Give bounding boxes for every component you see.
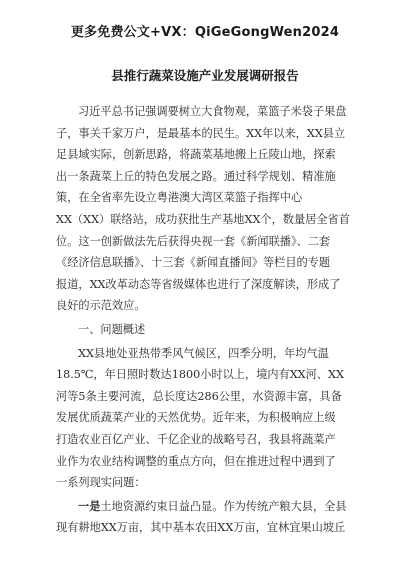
section-line: 业作为农业结构调整的重点方向，但在推进过程中遇到了 bbox=[56, 454, 336, 468]
section-line: 发展优质蔬菜产业的天然优势。近年来，为积极响应上级 bbox=[56, 411, 336, 425]
intro-line: 报道，XX改革动态等省级媒体也进行了深度解读，形成了 bbox=[56, 277, 341, 291]
intro-line: 足县域实际，创新思路，将蔬菜基地搬上丘陵山地，探索 bbox=[56, 148, 336, 162]
section-line: 打造农业百亿产业、千亿企业的战略号召，我县将蔬菜产 bbox=[56, 432, 336, 446]
intro-line: 出一条蔬菜上丘的特色发展之路。通过科学规划、精准施 bbox=[56, 169, 336, 183]
intro-line: 策，在全省率先设立粤港澳大湾区菜篮子指挥中心 bbox=[56, 191, 303, 205]
point-one-text: 土地资源约束日益凸显。作为传统产粮大县，全县 bbox=[100, 499, 347, 513]
section-line: XX县地处亚热带季风气候区，四季分明，年均气温 bbox=[78, 346, 329, 360]
section-line: 18.5℃，年日照时数达1800小时以上，境内有XX河、XX bbox=[56, 368, 344, 382]
document-body bbox=[56, 101, 366, 539]
section-heading: 一、问题概述 bbox=[78, 322, 146, 336]
final-line: 现有耕地XX万亩，其中基本农田XX万亩，宜林宜果山坡丘 bbox=[56, 521, 346, 535]
section-line: 河等5条主要河流，总长度达286公里，水资源丰富，具备 bbox=[56, 389, 342, 403]
promo-header: 更多免费公文+VX：QiGeGongWen2024 bbox=[70, 25, 340, 40]
intro-line: 良好的示范效应。 bbox=[56, 299, 146, 313]
intro-line: XX（XX）联络站，成功获批生产基地XX个，数量居全省首 bbox=[56, 212, 350, 226]
point-one-line bbox=[56, 496, 366, 518]
intro-line: 子，事关千家万户，是最基本的民生。XX年以来，XX县立 bbox=[56, 126, 346, 140]
intro-line: 习近平总书记强调要树立大食物观，菜篮子米袋子果盘 bbox=[78, 105, 347, 118]
intro-line: 《经济信息联播》、十三套《新闻直播间》等栏目的专题 bbox=[56, 256, 331, 270]
document-title: 县推行蔬菜设施产业发展调研报告 bbox=[111, 68, 299, 83]
intro-line: 位。这一创新做法先后获得央视一套《新闻联播》、二套 bbox=[56, 234, 331, 248]
point-one-label: 一是 bbox=[78, 498, 101, 513]
section-line: 一系列现实问题： bbox=[56, 476, 146, 490]
